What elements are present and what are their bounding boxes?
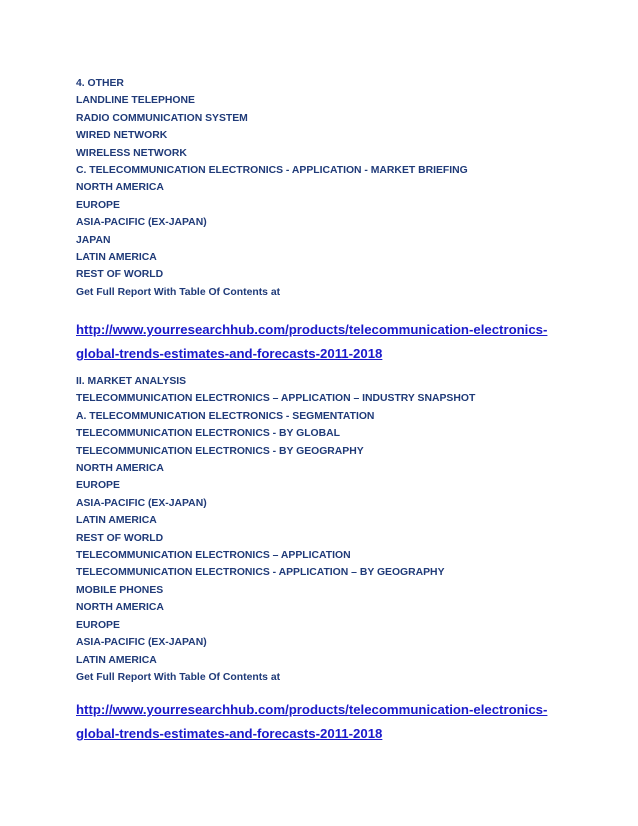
toc-section-market-analysis bbox=[76, 373, 616, 686]
toc-line: RADIO COMMUNICATION SYSTEM bbox=[76, 112, 248, 124]
toc-line: EUROPE bbox=[76, 619, 120, 631]
report-link-2[interactable] bbox=[76, 698, 616, 746]
get-full-report-text: Get Full Report With Table Of Contents at bbox=[76, 286, 281, 298]
toc-line: WIRELESS NETWORK bbox=[76, 147, 187, 159]
toc-line: II. MARKET ANALYSIS bbox=[76, 376, 187, 387]
toc-line: NORTH AMERICA bbox=[76, 602, 164, 614]
toc-line: REST OF WORLD bbox=[76, 532, 164, 544]
toc-line: NORTH AMERICA bbox=[76, 463, 164, 475]
toc-line: ASIA-PACIFIC (EX-JAPAN) bbox=[76, 497, 207, 509]
toc-line: A. TELECOMMUNICATION ELECTRONICS - SEGMENTATION bbox=[76, 410, 375, 422]
toc-line: EUROPE bbox=[76, 480, 120, 492]
toc-line: ASIA-PACIFIC (EX-JAPAN) bbox=[76, 217, 207, 229]
toc-line: 4. OTHER bbox=[76, 78, 124, 89]
toc-line: TELECOMMUNICATION ELECTRONICS – APPLICATION – INDUSTRY SNAPSHOT bbox=[76, 393, 476, 405]
toc-line: MOBILE PHONES bbox=[76, 584, 164, 596]
toc-line: REST OF WORLD bbox=[76, 269, 164, 281]
toc-line: LATIN AMERICA bbox=[76, 515, 157, 527]
toc-section-other-and-briefing bbox=[76, 75, 616, 301]
toc-line: WIRED NETWORK bbox=[76, 130, 168, 142]
report-link-line[interactable]: global-trends-estimates-and-forecasts-2011-2018 bbox=[76, 346, 383, 361]
toc-line: JAPAN bbox=[76, 234, 111, 246]
get-full-report-text: Get Full Report With Table Of Contents at bbox=[76, 671, 281, 683]
toc-line: LATIN AMERICA bbox=[76, 252, 157, 264]
report-link-line[interactable]: http://www.yourresearchhub.com/products/telecommunication-electronics- bbox=[76, 702, 548, 717]
toc-line: ASIA-PACIFIC (EX-JAPAN) bbox=[76, 637, 207, 649]
toc-line: TELECOMMUNICATION ELECTRONICS - BY GEOGRAPHY bbox=[76, 445, 364, 457]
report-link-line[interactable]: http://www.yourresearchhub.com/products/telecommunication-electronics- bbox=[76, 322, 548, 337]
toc-line: TELECOMMUNICATION ELECTRONICS – APPLICATION bbox=[76, 550, 351, 562]
toc-line: TELECOMMUNICATION ELECTRONICS - BY GLOBAL bbox=[76, 428, 340, 440]
toc-line: LATIN AMERICA bbox=[76, 654, 157, 666]
toc-line: EUROPE bbox=[76, 199, 120, 211]
report-link-1[interactable] bbox=[76, 318, 616, 366]
toc-line: C. TELECOMMUNICATION ELECTRONICS - APPLICATION - MARKET BRIEFING bbox=[76, 165, 468, 177]
toc-line: LANDLINE TELEPHONE bbox=[76, 95, 195, 107]
toc-line: TELECOMMUNICATION ELECTRONICS - APPLICATION – BY GEOGRAPHY bbox=[76, 567, 445, 579]
toc-line: NORTH AMERICA bbox=[76, 182, 164, 194]
report-link-line[interactable]: global-trends-estimates-and-forecasts-2011-2018 bbox=[76, 726, 383, 741]
